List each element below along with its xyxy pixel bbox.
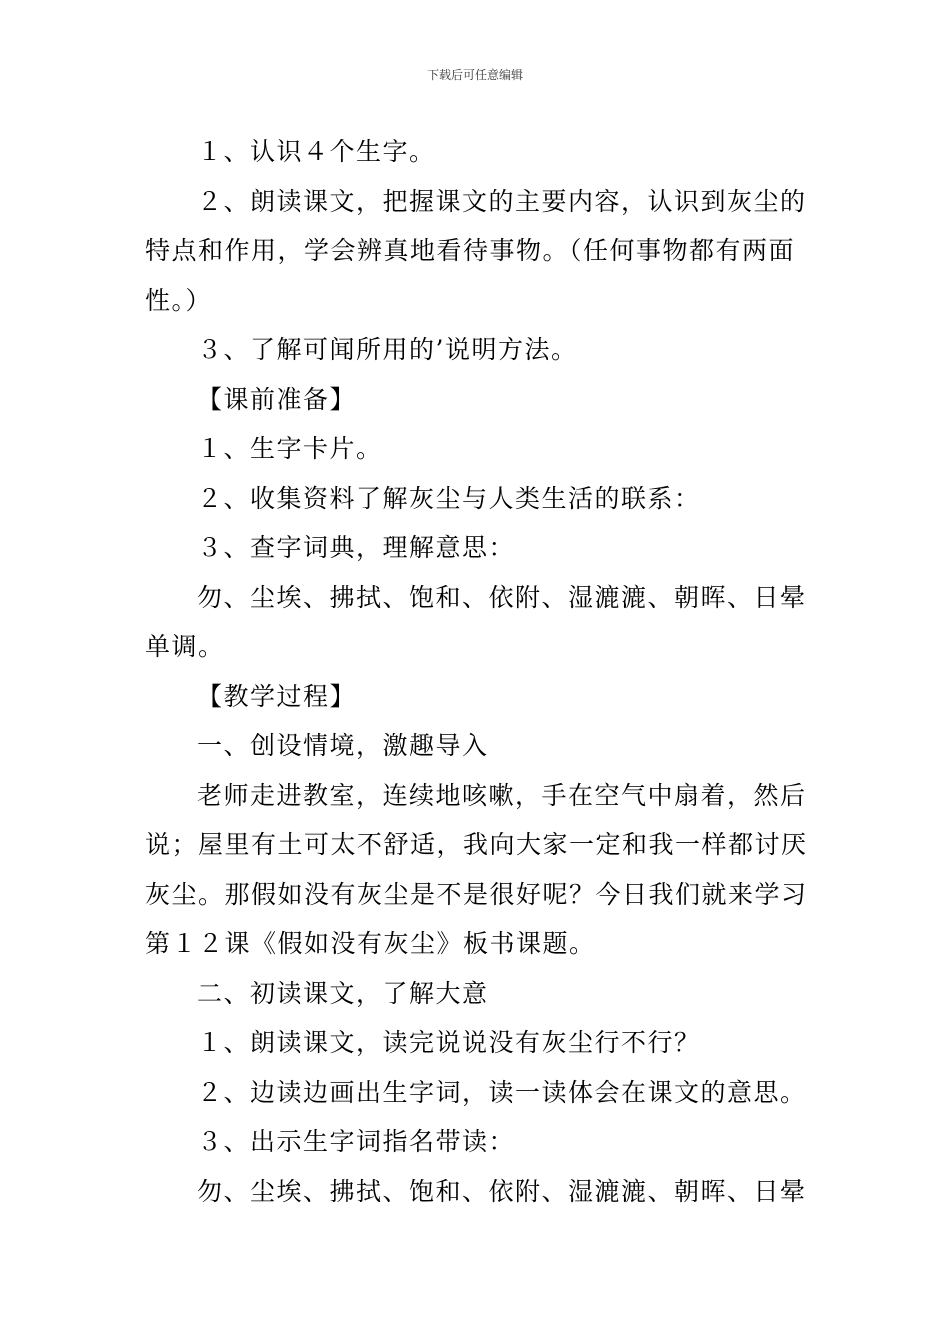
section-process-heading: 【教学过程】	[197, 681, 357, 711]
prep-3: ３、查字词典，理解意思：	[197, 533, 516, 562]
section-preparation-heading: 【课前准备】	[197, 384, 357, 414]
step-1-text-line-2: 说；屋里有土可太不舒适，我向大家一定和我一样都讨厌	[145, 830, 808, 859]
goal-2-line-1: ２、朗读课文，把握课文的主要内容，认识到灰尘的	[197, 186, 807, 216]
document-body	[145, 127, 807, 1216]
prep-2: ２、收集资料了解灰尘与人类生活的联系：	[197, 483, 701, 513]
step-1-text-line-4: 第１２课《假如没有灰尘》板书课题。	[145, 929, 596, 958]
step-1-heading: 一、创设情境，激趣导入	[197, 731, 489, 760]
step-2-item-1: １、朗读课文，读完说说没有灰尘行不行？	[197, 1028, 701, 1057]
vocab-list-line-2: 单调。	[145, 632, 225, 661]
step-2-item-2: ２、边读边画出生字词，读一读体会在课文的意思。	[197, 1077, 807, 1107]
step-2-heading: 二、初读课文，了解大意	[197, 978, 489, 1008]
vocab-list-repeat: 勿、尘埃、拂拭、饱和、依附、湿漉漉、朝晖、日晕	[197, 1176, 807, 1206]
step-2-item-3: ３、出示生字词指名带读：	[197, 1127, 516, 1156]
vocab-list-line-1: 勿、尘埃、拂拭、饱和、依附、湿漉漉、朝晖、日晕	[197, 582, 807, 612]
goal-1: １、认识４个生字。	[197, 137, 436, 166]
page-header: 下载后可任意编辑	[426, 68, 523, 82]
step-1-text-line-3: 灰尘。那假如没有灰尘是不是很好呢？今日我们就来学习	[145, 879, 808, 909]
goal-2-line-3: 性。）	[145, 285, 213, 315]
goal-2-line-2: 特点和作用，学会辨真地看待事物。（任何事物都有两面	[145, 236, 796, 265]
step-1-text-line-1: 老师走进教室，连续地咳嗽，手在空气中扇着，然后	[197, 780, 807, 810]
goal-3: ３、了解可闻所用的’说明方法。	[197, 335, 578, 364]
prep-1: １、生字卡片。	[197, 434, 383, 463]
